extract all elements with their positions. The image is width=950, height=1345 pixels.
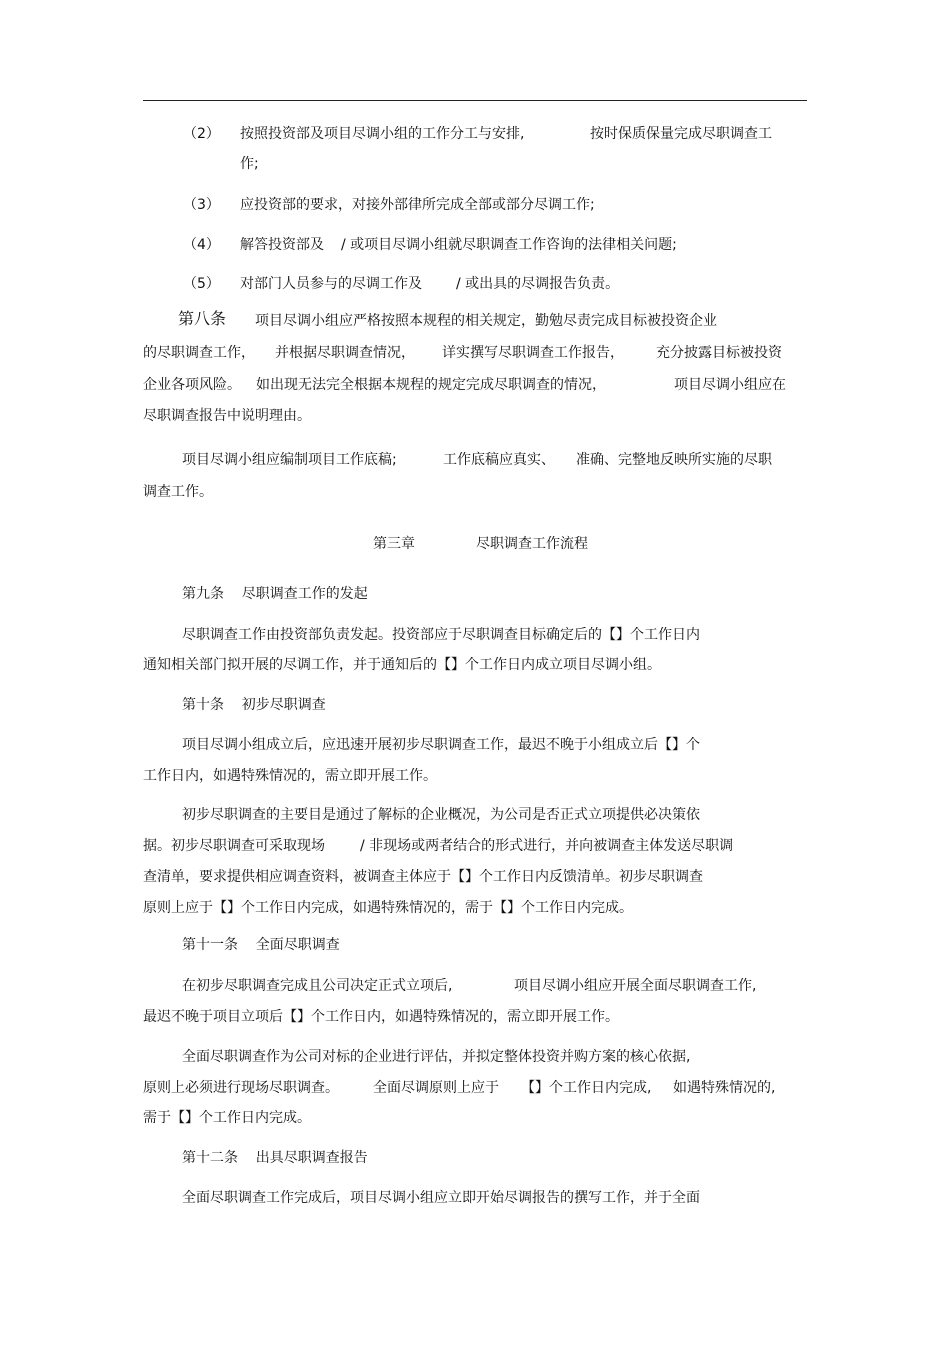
item-2-text-cont: 作; xyxy=(240,156,259,172)
art11-p2-line1: 全面尽职调查作为公司对标的企业进行评估，并拟定整体投资并购方案的核心依据, xyxy=(182,1049,691,1065)
art11-heading: 第十一条 全面尽职调查 xyxy=(182,937,340,953)
item-5-num: （5） xyxy=(183,276,220,292)
art9-line2: 通知相关部门拟开展的尽调工作，并于通知后的【】个工作日内成立项目尽调小组。 xyxy=(143,657,661,673)
item-3-text: 应投资部的要求，对接外部律所完成全部或部分尽调工作; xyxy=(240,197,595,213)
art10-p1-line2: 工作日内，如遇特殊情况的，需立即开展工作。 xyxy=(143,768,437,784)
draft-line1a: 项目尽调小组应编制项目工作底稿; xyxy=(182,452,397,468)
art12-line1: 全面尽职调查工作完成后，项目尽调小组应立即开始尽调报告的撰写工作，并于全面 xyxy=(182,1190,700,1206)
draft-line2: 调查工作。 xyxy=(143,484,213,500)
item-3-num: （3） xyxy=(183,197,220,213)
item-4-text-b: / 或项目尽调小组就尽职调查工作咨询的法律相关问题; xyxy=(341,237,677,253)
art8-line2b: 并根据尽职调查情况， xyxy=(275,345,415,361)
item-5-text: 对部门人员参与的尽调工作及 xyxy=(240,276,422,292)
art8-line2c: 详实撰写尽职调查工作报告， xyxy=(442,345,624,361)
header-rule xyxy=(143,100,807,101)
chapter-title: 尽职调查工作流程 xyxy=(476,536,588,552)
item-4-num: （4） xyxy=(183,237,220,253)
art11-p2-line2b: 全面尽调原则上应于 xyxy=(373,1080,499,1096)
art9-line1: 尽职调查工作由投资部负责发起。投资部应于尽职调查目标确定后的【】个工作日内 xyxy=(182,627,700,643)
art10-p2-line1: 初步尽职调查的主要目是通过了解标的企业概况，为公司是否正式立项提供必决策依 xyxy=(182,807,700,823)
draft-line1c: 准确、完整地反映所实施的尽职 xyxy=(576,452,772,468)
item-4-text: 解答投资部及 xyxy=(240,237,324,253)
item-2-num: （2） xyxy=(183,126,220,142)
art8-line1: 项目尽调小组应严格按照本规程的相关规定，勤勉尽责完成目标被投资企业 xyxy=(255,313,717,329)
art10-p2-line3: 查清单，要求提供相应调查资料，被调查主体应于【】个工作日内反馈清单。初步尽职调查 xyxy=(143,869,703,885)
art8-label: 第八条 xyxy=(178,309,227,328)
art10-p2-line2b: / 非现场或两者结合的形式进行，并向被调查主体发送尽职调 xyxy=(360,838,734,854)
art10-p1-line1: 项目尽调小组成立后，应迅速开展初步尽职调查工作，最迟不晚于小组成立后【】个 xyxy=(182,737,700,753)
art8-line3b: 如出现无法完全根据本规程的规定完成尽职调查的情况， xyxy=(256,377,606,393)
art8-line4: 尽职调查报告中说明理由。 xyxy=(143,408,311,424)
chapter-number: 第三章 xyxy=(373,536,415,552)
art8-line2a: 的尽职调查工作， xyxy=(143,345,255,361)
art11-p2-line2a: 原则上必须进行现场尽职调查。 xyxy=(143,1080,339,1096)
art10-heading: 第十条 初步尽职调查 xyxy=(182,697,326,713)
art8-line2d: 充分披露目标被投资 xyxy=(656,345,782,361)
art11-p1-line1a: 在初步尽职调查完成且公司决定正式立项后, xyxy=(182,978,453,994)
art12-heading: 第十二条 出具尽职调查报告 xyxy=(182,1150,368,1166)
art11-p2-line2d: 如遇特殊情况的, xyxy=(673,1080,776,1096)
draft-line1b: 工作底稿应真实、 xyxy=(443,452,555,468)
art9-heading: 第九条 尽职调查工作的发起 xyxy=(182,586,368,602)
art8-line3c: 项目尽调小组应在 xyxy=(674,377,786,393)
art10-p2-line4: 原则上应于【】个工作日内完成，如遇特殊情况的，需于【】个工作日内完成。 xyxy=(143,900,633,916)
item-2-text-b: 按时保质保量完成尽职调查工 xyxy=(590,126,772,142)
art11-p2-line2c: 【】个工作日内完成, xyxy=(521,1080,652,1096)
art11-p1-line1b: 项目尽调小组应开展全面尽职调查工作, xyxy=(514,978,757,994)
art11-p1-line2: 最迟不晚于项目立项后【】个工作日内，如遇特殊情况的，需立即开展工作。 xyxy=(143,1009,619,1025)
item-5-text-b: / 或出具的尽调报告负责。 xyxy=(456,276,620,292)
item-2-text: 按照投资部及项目尽调小组的工作分工与安排, xyxy=(240,126,525,142)
art11-p2-line3: 需于【】个工作日内完成。 xyxy=(143,1110,311,1126)
art8-line3a: 企业各项风险。 xyxy=(143,377,241,393)
art10-p2-line2a: 据。初步尽职调查可采取现场 xyxy=(143,838,325,854)
